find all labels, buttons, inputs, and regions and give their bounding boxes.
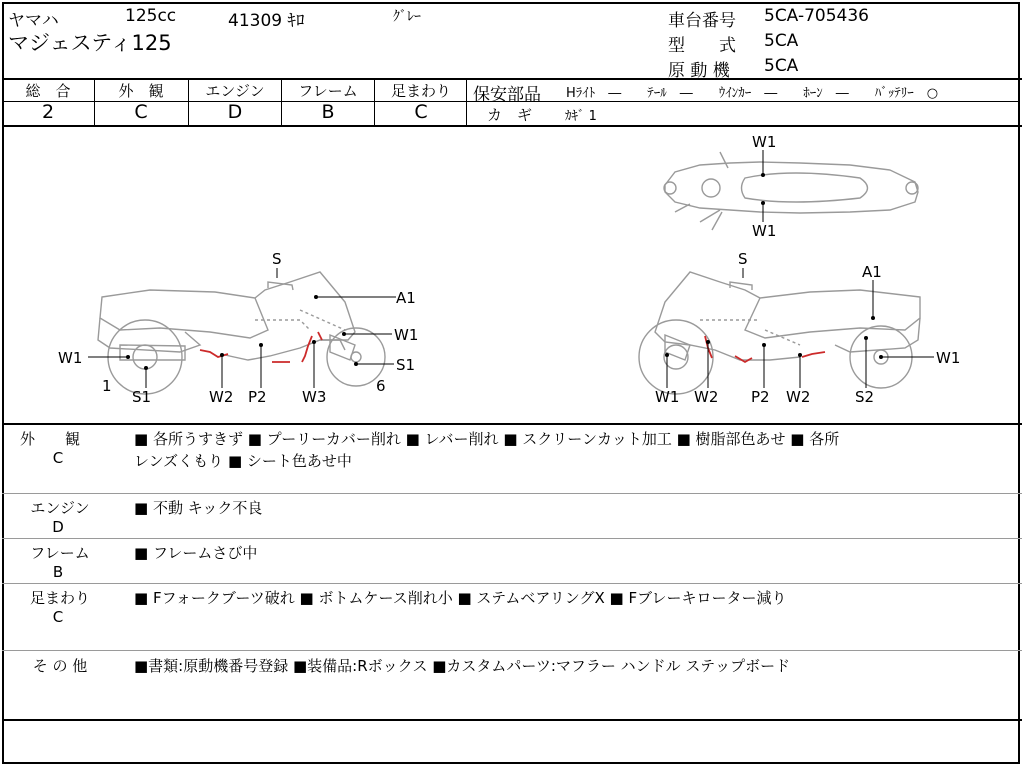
label-w1-front-left: W1 [394,326,419,344]
label-leader-lines [88,150,934,388]
section-separator [2,538,1022,539]
label-a1-left: A1 [396,289,416,307]
label-w2-left: W2 [209,388,234,406]
section-separator [2,493,1022,494]
grade-label: 足まわり [390,82,451,100]
label-s2-right: S2 [855,388,875,406]
label-w1-bottom-right: W1 [655,388,680,406]
grade-label: エンジン [205,82,265,100]
section-separator [2,583,1022,584]
label-w1-top: W1 [752,133,777,151]
frame-no: 5CA-705436 [764,6,869,26]
displacement: 125cc [125,6,177,26]
damage-dots [126,173,883,370]
label-a1-right: A1 [862,263,882,281]
diagram-bottom-divider [2,423,1022,425]
label-w3-left: W3 [302,388,327,406]
safety-items: Hﾗｲﾄ ― ﾃｰﾙ ― ｳｲﾝｶｰ ― ﾎｰﾝ ― ﾊﾞｯﾃﾘｰ ○ [566,86,939,101]
scooter-right-side [639,272,920,394]
grade-label: 総 合 [25,82,71,100]
label-p2-left: P2 [248,388,267,406]
section-category: フレーム [30,544,90,562]
grade-value: C [414,101,428,123]
type-value: 5CA [764,31,799,51]
label-s-left: S [272,250,282,268]
label-s1-right-left: S1 [396,356,416,374]
label-p2-right: P2 [751,388,770,406]
scooter-left-side [98,272,385,394]
section-category: そ の 他 [32,657,88,675]
section-category: 足まわり [29,589,90,607]
label-w1-top-bottom: W1 [752,222,777,240]
grade-label: フレーム [298,82,358,100]
label-w1-rear-right: W1 [936,349,961,367]
section-category: 外 観 [19,430,80,448]
color: ｸﾞﾚｰ [393,9,421,25]
engine-label: 原 動 機 [668,61,730,81]
section-text-line1: ■ 不動 キック不良 [134,499,263,517]
section-grade: C [52,608,64,626]
label-w2a-right: W2 [694,388,719,406]
maker: ヤマハ [8,11,59,31]
frame-no-label: 車台番号 [668,11,736,31]
label-s1-bottom-left: S1 [132,388,152,406]
section-grade: C [52,449,64,467]
label-w1-rear-left: W1 [58,349,83,367]
grade-value: C [134,101,148,123]
footer-divider [2,719,1022,721]
key-label: カ ギ [487,106,533,124]
section-grade: B [52,563,64,581]
section-text-line1: ■ Fフォークブーツ破れ ■ ボトムケース削れ小 ■ ステムベアリングX ■ Fブレーキローター減り [134,589,787,607]
section-grade: D [52,518,64,536]
section-text-line1: ■ フレームさび中 [134,544,258,562]
type-label: 型 式 [668,36,736,56]
section-text-line1: ■ 各所うすきず ■ プーリーカバー削れ ■ レバー削れ ■ スクリーンカット加工 ■ 樹脂部色あせ ■ 各所 [134,430,840,448]
section-category: エンジン [30,499,90,517]
grade-value: D [227,101,243,123]
key-value: ｶｷﾞ 1 [565,109,597,124]
label-w2b-right: W2 [786,388,811,406]
damage-marks-right [705,336,825,362]
engine-value: 5CA [764,56,799,76]
section-separator [2,650,1022,651]
damage-diagram [0,127,1024,423]
section-text-line1: ■書類:原動機番号登録 ■装備品:Rボックス ■カスタムパーツ:マフラー ハンドル ステップボード [134,657,791,675]
label-s-right: S [738,250,748,268]
grade-value: B [321,101,335,123]
grade-label: 外 観 [118,82,164,100]
mileage: 41309 ｷﾛ [228,11,305,31]
label-six: 6 [376,377,386,395]
scooter-top-view [664,152,918,230]
safety-title: 保安部品 [473,85,541,105]
model-name: マジェスティ125 [8,31,172,55]
section-text-line2: レンズくもり ■ シート色あせ中 [134,452,352,470]
label-one: 1 [102,377,112,395]
safety-inner-line [466,101,1020,102]
grade-value: 2 [41,101,55,123]
